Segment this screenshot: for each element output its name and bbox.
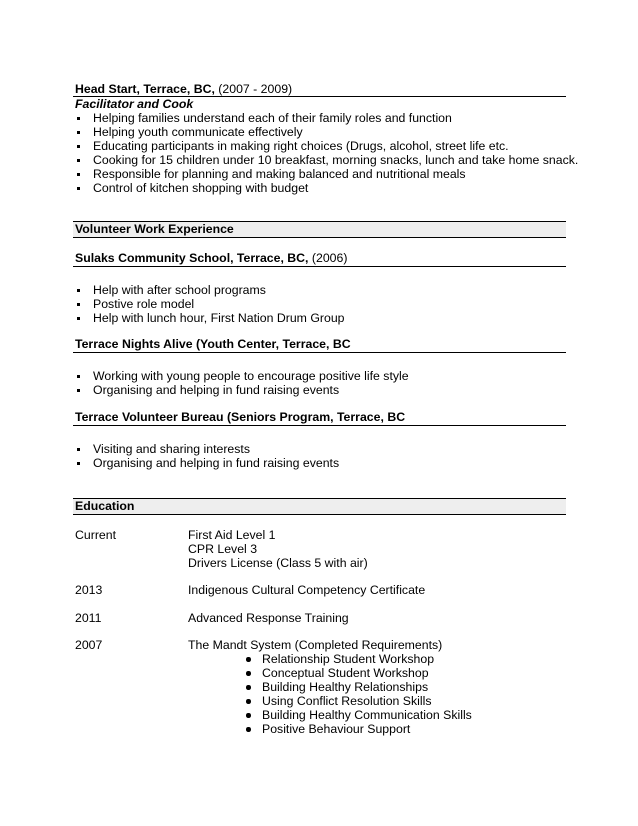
section-rule	[73, 425, 566, 426]
volunteer-org-nights-alive: Terrace Nights Alive (Youth Center, Terrace, BC	[75, 337, 351, 351]
list-item: Building Healthy Communication Skills	[244, 708, 472, 722]
job-role: Facilitator and Cook	[75, 97, 194, 111]
section-title: Volunteer Work Experience	[75, 222, 234, 236]
list-item: Visiting and sharing interests	[75, 442, 339, 456]
education-item: First Aid Level 1	[188, 528, 276, 542]
section-rule	[73, 352, 566, 353]
list-item: Control of kitchen shopping with budget	[75, 181, 578, 195]
education-year-current: Current	[75, 528, 117, 542]
education-item: Indigenous Cultural Competency Certificate	[188, 583, 426, 597]
sulaks-duties-list	[75, 283, 345, 325]
list-item: Working with young people to encourage positive life style	[75, 369, 409, 383]
org-dates: (2006)	[311, 251, 348, 265]
list-item: Help with lunch hour, First Nation Drum Group	[75, 311, 345, 325]
list-item: Helping families understand each of their family roles and function	[75, 111, 578, 125]
education-item: Advanced Response Training	[188, 611, 349, 625]
education-item: The Mandt System (Completed Requirements)	[188, 638, 443, 652]
list-item: Organising and helping in fund raising events	[75, 383, 409, 397]
section-rule	[73, 266, 566, 267]
list-item: Help with after school programs	[75, 283, 345, 297]
list-item: Building Healthy Relationships	[244, 680, 472, 694]
education-year-2013: 2013	[75, 583, 103, 597]
education-section-heading	[73, 498, 566, 515]
list-item: Helping youth communicate effectively	[75, 125, 578, 139]
employment-dates: (2007 - 2009)	[218, 82, 293, 96]
list-item: Positive Behaviour Support	[244, 722, 472, 736]
list-item: Responsible for planning and making balanced and nutritional meals	[75, 167, 578, 181]
volunteer-org-bureau: Terrace Volunteer Bureau (Seniors Program, Terrace, BC	[75, 410, 406, 424]
section-title: Education	[75, 499, 135, 513]
mandt-workshops-list	[244, 652, 472, 736]
list-item: Organising and helping in fund raising events	[75, 456, 339, 470]
education-year-2007: 2007	[75, 638, 103, 652]
volunteer-org-sulaks	[75, 251, 347, 265]
education-year-2011: 2011	[75, 611, 102, 625]
list-item: Relationship Student Workshop	[244, 652, 472, 666]
job-header-head-start	[75, 82, 292, 96]
list-item: Educating participants in making right choices (Drugs, alcohol, street life etc.	[75, 139, 578, 153]
volunteer-section-heading	[73, 221, 566, 238]
nights-alive-duties-list	[75, 369, 409, 397]
education-item: CPR Level 3	[188, 542, 258, 556]
education-item: Drivers License (Class 5 with air)	[188, 556, 368, 570]
bureau-duties-list	[75, 442, 339, 470]
list-item: Conceptual Student Workshop	[244, 666, 472, 680]
list-item: Cooking for 15 children under 10 breakfast, morning snacks, lunch and take home snack.	[75, 153, 578, 167]
employer-name: Head Start, Terrace, BC,	[75, 82, 215, 96]
head-start-duties-list	[75, 111, 578, 195]
list-item: Using Conflict Resolution Skills	[244, 694, 472, 708]
org-name: Sulaks Community School, Terrace, BC,	[75, 251, 309, 265]
list-item: Postive role model	[75, 297, 345, 311]
